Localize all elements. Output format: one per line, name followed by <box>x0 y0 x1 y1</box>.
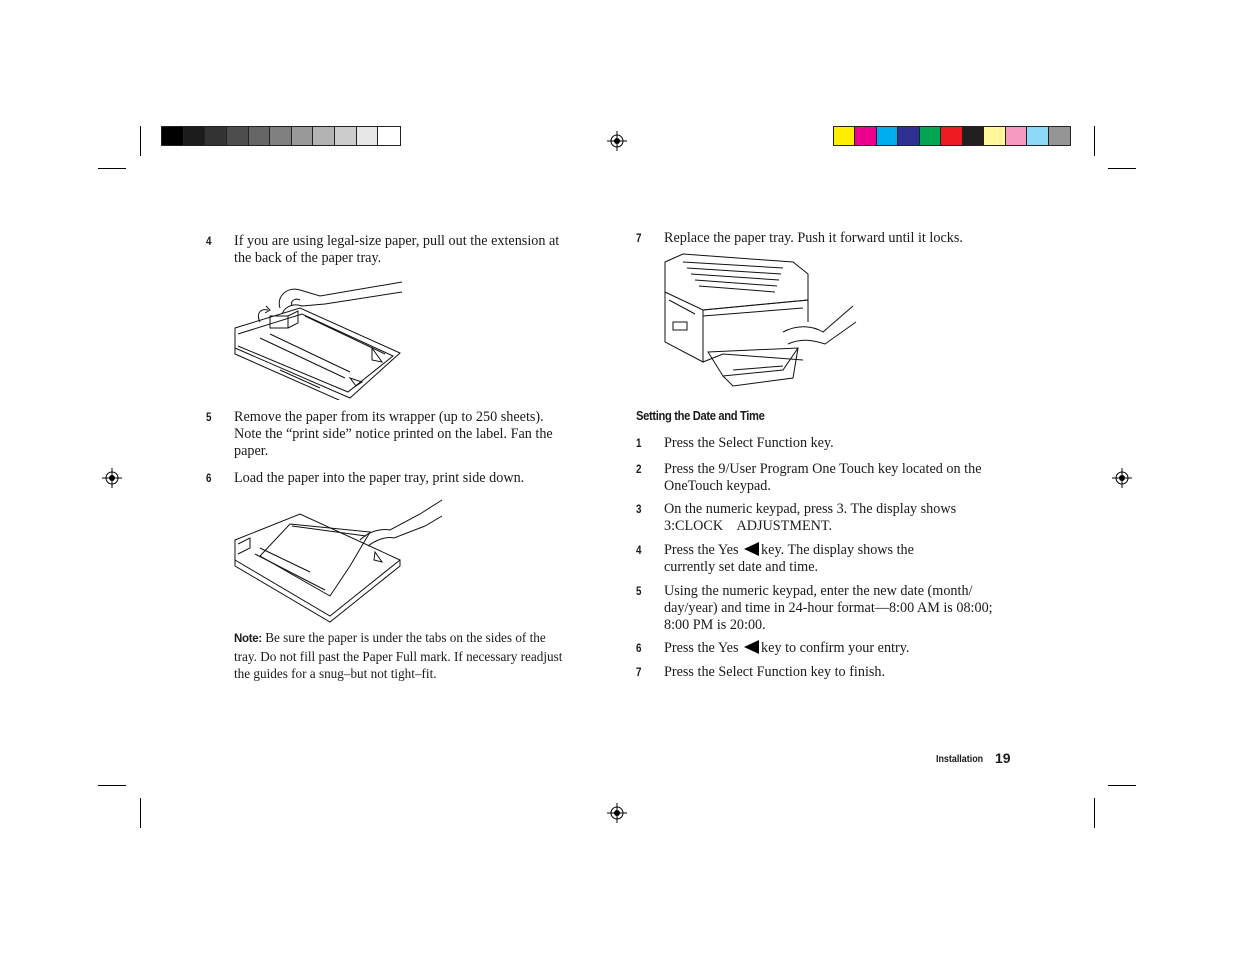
calibration-swatch <box>205 127 227 145</box>
display-text: 3:CLOCK ADJUSTMENT. <box>664 518 833 534</box>
step-text: Replace the paper tray. Push it forward until it locks. <box>664 230 963 246</box>
footer-section-label: Installation <box>936 753 984 765</box>
calibration-swatch <box>898 127 919 145</box>
calibration-swatch <box>855 127 876 145</box>
calibration-swatch <box>270 127 292 145</box>
calibration-swatch <box>184 127 206 145</box>
step-number: 3 <box>636 502 642 516</box>
calibration-swatch <box>313 127 335 145</box>
crop-mark <box>1094 126 1095 156</box>
calibration-swatch <box>378 127 400 145</box>
step-text: key. The display shows the <box>761 542 914 558</box>
step-text: Note the “print side” notice printed on the label. Fan the <box>234 426 553 442</box>
calibration-swatch <box>292 127 314 145</box>
step-number: 5 <box>636 584 642 598</box>
step-text: Press the Select Function key to finish. <box>664 664 886 680</box>
step-number: 7 <box>636 665 642 679</box>
step-number: 7 <box>636 231 642 245</box>
calibration-swatch <box>357 127 379 145</box>
page-number: 19 <box>995 750 1011 766</box>
crop-mark <box>1094 798 1095 828</box>
step-number: 4 <box>206 234 212 248</box>
note-label: Note: <box>234 633 262 645</box>
step-text: 8:00 PM is 20:00. <box>664 617 766 633</box>
step-number: 4 <box>636 543 642 557</box>
load-paper-tray-illustration <box>230 496 445 626</box>
crop-mark <box>1108 785 1136 786</box>
calibration-swatch <box>249 127 271 145</box>
calibration-swatch <box>877 127 898 145</box>
step-number: 2 <box>636 462 642 476</box>
crop-mark <box>1108 168 1136 169</box>
calibration-swatch <box>1027 127 1048 145</box>
calibration-swatch <box>963 127 984 145</box>
step-number: 6 <box>636 641 642 655</box>
step-text: Using the numeric keypad, enter the new date (month/ <box>664 583 973 599</box>
step-text: Press the Select Function key. <box>664 435 834 451</box>
calibration-swatch <box>227 127 249 145</box>
step-number: 6 <box>206 471 212 485</box>
step-text: day/year) and time in 24-hour format—8:00 AM is 08:00; <box>664 600 993 616</box>
step-text: On the numeric keypad, press 3. The display shows <box>664 501 957 517</box>
step-text: OneTouch keypad. <box>664 478 771 494</box>
calibration-swatch <box>162 127 184 145</box>
step-text: Press the Yes <box>664 640 739 656</box>
calibration-swatch <box>984 127 1005 145</box>
crop-mark <box>98 168 126 169</box>
calibration-swatch <box>834 127 855 145</box>
registration-mark-icon <box>102 468 122 488</box>
note-text: tray. Do not fill past the Paper Full mark. If necessary readjust <box>234 649 563 664</box>
calibration-swatch <box>920 127 941 145</box>
step-number: 1 <box>636 436 642 450</box>
step-text: Press the Yes <box>664 542 739 558</box>
step-text: currently set date and time. <box>664 559 819 575</box>
section-heading: Setting the Date and Time <box>636 408 765 423</box>
grayscale-calibration-bar <box>161 126 401 146</box>
step-number: 5 <box>206 410 212 424</box>
note-text: Be sure the paper is under the tabs on the sides of the <box>261 630 546 645</box>
crop-mark <box>98 785 126 786</box>
step-text: Load the paper into the paper tray, print side down. <box>234 470 525 486</box>
yes-key-icon <box>744 542 759 556</box>
step-text: key to confirm your entry. <box>761 640 910 656</box>
step-text: the back of the paper tray. <box>234 250 382 266</box>
crop-mark <box>140 798 141 828</box>
color-calibration-bar <box>833 126 1071 146</box>
registration-mark-icon <box>1112 468 1132 488</box>
calibration-swatch <box>1049 127 1070 145</box>
paper-tray-extension-illustration <box>230 278 405 400</box>
replace-tray-fax-illustration <box>663 252 858 392</box>
calibration-swatch <box>941 127 962 145</box>
step-text: paper. <box>234 443 269 459</box>
registration-mark-icon <box>607 803 627 823</box>
calibration-swatch <box>1006 127 1027 145</box>
crop-mark <box>140 126 141 156</box>
note-text: the guides for a snug–but not tight–fit. <box>234 666 437 681</box>
step-text: Press the 9/User Program One Touch key located on the <box>664 461 982 477</box>
step-text: If you are using legal-size paper, pull out the extension at <box>234 233 560 249</box>
calibration-swatch <box>335 127 357 145</box>
note-paper-tabs <box>234 629 594 682</box>
yes-key-icon <box>744 640 759 654</box>
step-text: Remove the paper from its wrapper (up to 250 sheets). <box>234 409 544 425</box>
registration-mark-icon <box>607 131 627 151</box>
